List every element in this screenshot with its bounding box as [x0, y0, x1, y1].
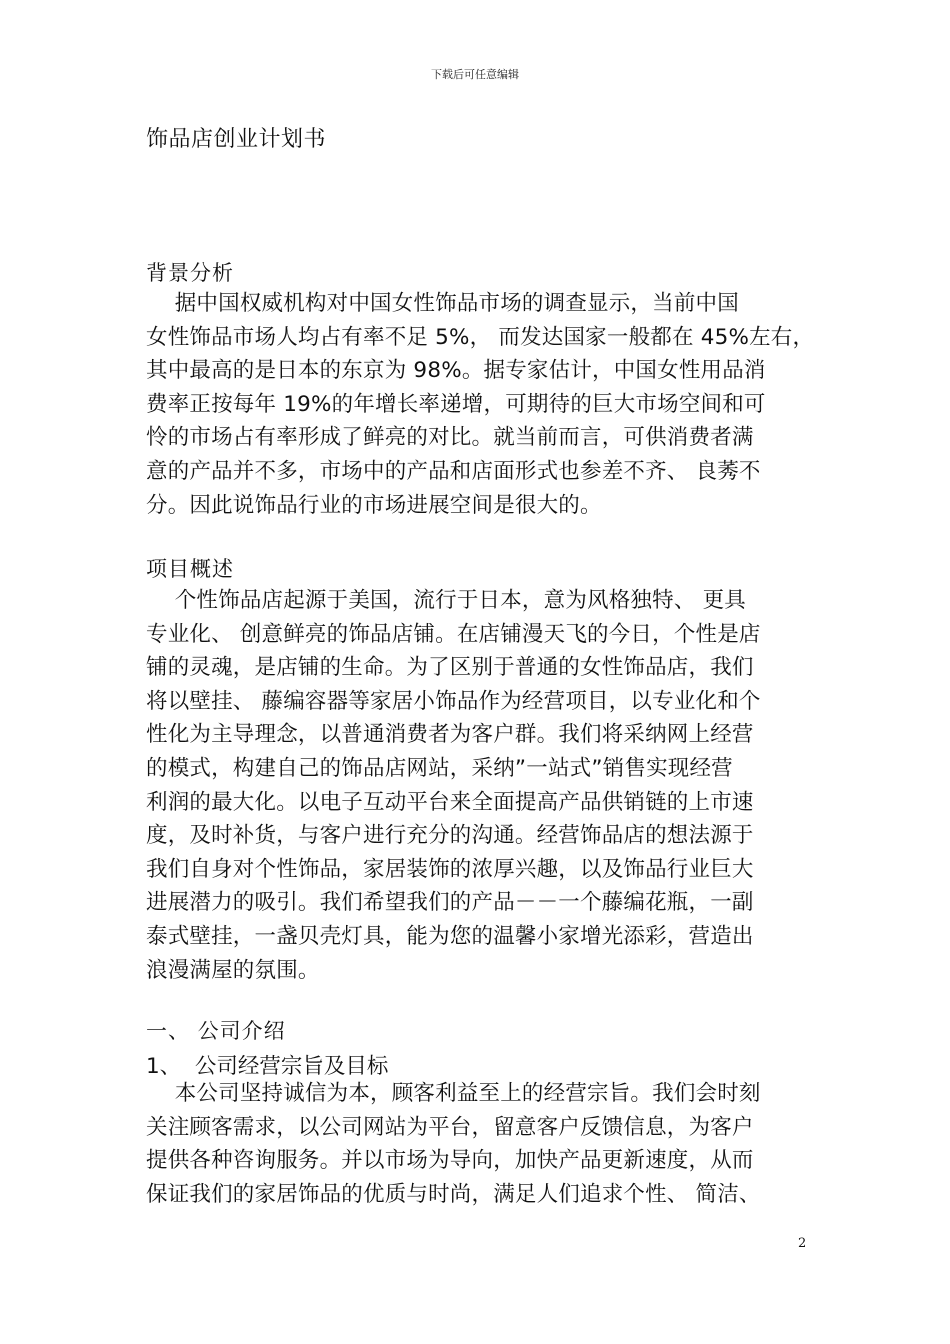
- text-line: 铺的灵魂，是店铺的生命。为了区别于普通的女性饰品店，我们: [146, 655, 754, 681]
- text-line: 浪漫满屋的氛围。: [146, 957, 320, 983]
- text-line: 费率正按每年 19%的年增长率递增，可期待的巨大市场空间和可: [146, 391, 766, 417]
- text-line: 其中最高的是日本的东京为 98%。据专家估计，中国女性用品消: [146, 358, 766, 384]
- text-line: 利润的最大化。以电子互动平台来全面提高产品供销链的上市速: [146, 789, 754, 815]
- text-line: 我们自身对个性饰品，家居装饰的浓厚兴趣，以及饰品行业巨大: [146, 856, 754, 882]
- text-line: 专业化、 创意鲜亮的饰品店铺。在店铺漫天飞的今日，个性是店: [146, 621, 761, 647]
- text-line: 的模式，构建自己的饰品店网站，采纳”一站式”销售实现经营: [146, 755, 733, 781]
- page-number: 2: [798, 1236, 807, 1251]
- document-title: 饰品店创业计划书: [146, 127, 327, 152]
- text-line: 度，及时补货，与客户进行充分的沟通。经营饰品店的想法源于: [146, 823, 754, 849]
- section-heading-background: 背景分析: [146, 261, 234, 285]
- text-line: 意的产品并不多，市场中的产品和店面形式也参差不齐、 良莠不: [146, 458, 761, 484]
- text-line: 进展潜力的吸引。我们希望我们的产品－－一个藤编花瓶，一副: [146, 890, 754, 916]
- text-line: 将以壁挂、 藤编容器等家居小饰品作为经营项目，以专业化和个: [146, 688, 761, 714]
- text-line: 关注顾客需求，以公司网站为平台，留意客户反馈信息，为客户: [146, 1114, 754, 1140]
- text-line: 分。因此说饰品行业的市场进展空间是很大的。: [146, 492, 602, 518]
- paragraph-overview: [146, 584, 806, 987]
- text-line: 女性饰品市场人均占有率不足 5%， 而发达国家一般都在 45%左右，: [146, 324, 815, 350]
- text-line: 据中国权威机构对中国女性饰品市场的调查显示，当前中国: [146, 291, 739, 316]
- text-line: 保证我们的家居饰品的优质与时尚，满足人们追求个性、 简洁、: [146, 1181, 761, 1207]
- paragraph-background: [146, 287, 815, 522]
- text-line: 怜的市场占有率形成了鲜亮的对比。就当前而言，可供消费者满: [146, 425, 754, 451]
- section-heading-overview: 项目概述: [146, 557, 234, 581]
- page-header: 下载后可任意编辑: [431, 68, 519, 81]
- text-line: 性化为主导理念，以普通消费者为客户群。我们将采纳网上经营: [146, 722, 754, 748]
- section-heading-company: 一、 公司介绍: [146, 1019, 286, 1043]
- text-line: 提供各种咨询服务。并以市场为导向，加快产品更新速度，从而: [146, 1148, 754, 1174]
- text-line: 本公司坚持诚信为本，顾客利益至上的经营宗旨。我们会时刻: [146, 1081, 761, 1106]
- subheading-company-mission: 1、 公司经营宗旨及目标: [146, 1054, 389, 1079]
- text-line: 个性饰品店起源于美国，流行于日本，意为风格独特、 更具: [146, 588, 746, 613]
- text-line: 泰式壁挂，一盏贝壳灯具，能为您的温馨小家增光添彩，营造出: [146, 923, 754, 949]
- paragraph-company-mission: [146, 1077, 806, 1211]
